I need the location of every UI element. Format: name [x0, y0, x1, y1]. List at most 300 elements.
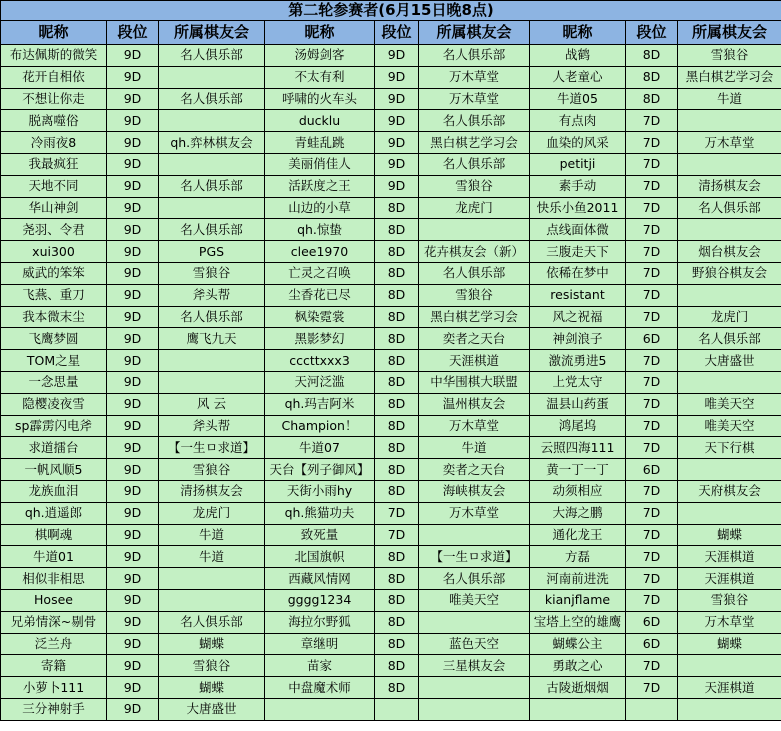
table-row [1, 633, 781, 655]
club-cell: 天涯棋道 [678, 546, 781, 568]
table-row [1, 589, 781, 611]
club-cell: 名人俱乐部 [159, 175, 265, 197]
club-cell: 海峡棋友会 [419, 480, 530, 502]
club-cell: 蝴蝶 [159, 633, 265, 655]
club-cell: 清扬棋友会 [678, 175, 781, 197]
nickname-cell: 泛兰舟 [1, 633, 107, 655]
rank-cell: 9D [375, 45, 419, 67]
club-cell: 奕者之天台 [419, 328, 530, 350]
nickname-cell: 温县山药蛋 [530, 393, 626, 415]
nickname-cell: 求道擂台 [1, 437, 107, 459]
nickname-cell: clee1970 [265, 241, 375, 263]
rank-cell: 8D [375, 328, 419, 350]
rank-cell: 8D [375, 262, 419, 284]
rank-cell: 6D [626, 328, 678, 350]
nickname-cell: gggg1234 [265, 589, 375, 611]
rank-cell: 7D [626, 153, 678, 175]
nickname-cell: 天地不同 [1, 175, 107, 197]
rank-cell: 9D [107, 633, 159, 655]
rank-cell: 7D [626, 655, 678, 677]
nickname-cell: 人老童心 [530, 66, 626, 88]
nickname-cell: 相似非相思 [1, 568, 107, 590]
club-cell: 大唐盛世 [159, 698, 265, 720]
table-row [1, 393, 781, 415]
table-row [1, 45, 781, 67]
rank-cell: 7D [626, 480, 678, 502]
nickname-cell: 冷雨夜8 [1, 132, 107, 154]
club-cell: 万木草堂 [419, 88, 530, 110]
rank-cell: 7D [375, 524, 419, 546]
table-row [1, 175, 781, 197]
rank-cell: 9D [107, 197, 159, 219]
nickname-cell: xui300 [1, 241, 107, 263]
table-row [1, 546, 781, 568]
nickname-cell: 牛道05 [530, 88, 626, 110]
table-row [1, 415, 781, 437]
table-row [1, 677, 781, 699]
nickname-cell: 花开自相依 [1, 66, 107, 88]
nickname-cell: 河南前进洗 [530, 568, 626, 590]
nickname-cell: 不太有利 [265, 66, 375, 88]
club-cell: 雪狼谷 [419, 284, 530, 306]
nickname-cell: 激流勇进5 [530, 350, 626, 372]
rank-cell: 8D [375, 655, 419, 677]
rank-cell: 8D [375, 284, 419, 306]
club-cell: 雪狼谷 [678, 589, 781, 611]
nickname-cell: qh.惊蛰 [265, 219, 375, 241]
rank-cell: 8D [626, 88, 678, 110]
rank-cell: 9D [107, 110, 159, 132]
club-cell: 龙虎门 [678, 306, 781, 328]
nickname-cell [530, 698, 626, 720]
rank-cell: 8D [375, 589, 419, 611]
club-cell: 蝴蝶 [678, 524, 781, 546]
nickname-cell: 飞鹰梦圆 [1, 328, 107, 350]
nickname-cell: 海拉尔野狐 [265, 611, 375, 633]
rank-cell: 9D [107, 306, 159, 328]
rank-cell: 6D [626, 633, 678, 655]
rank-cell [375, 698, 419, 720]
rank-cell: 7D [626, 546, 678, 568]
table-row [1, 568, 781, 590]
nickname-cell: 勇敢之心 [530, 655, 626, 677]
club-cell: 天涯棋道 [678, 677, 781, 699]
club-cell: 名人俱乐部 [678, 328, 781, 350]
nickname-cell: 西藏风情网 [265, 568, 375, 590]
club-cell: 天府棋友会 [678, 480, 781, 502]
nickname-cell: 古陵逝烟烟 [530, 677, 626, 699]
rank-cell: 7D [375, 502, 419, 524]
nickname-cell: 美丽俏佳人 [265, 153, 375, 175]
club-cell [159, 371, 265, 393]
rank-cell: 9D [375, 132, 419, 154]
club-cell: 蝴蝶 [678, 633, 781, 655]
nickname-cell: 隐樱凌夜雪 [1, 393, 107, 415]
club-cell: 天涯棋道 [678, 568, 781, 590]
rank-cell: 9D [107, 350, 159, 372]
club-cell: 唯美天空 [419, 589, 530, 611]
rank-cell: 8D [375, 350, 419, 372]
club-cell [419, 677, 530, 699]
header-rank: 段位 [626, 21, 678, 45]
club-cell: 名人俱乐部 [419, 262, 530, 284]
club-cell: 唯美天空 [678, 393, 781, 415]
rank-cell: 9D [107, 459, 159, 481]
club-cell: 雪狼谷 [678, 45, 781, 67]
rank-cell: 7D [626, 502, 678, 524]
club-cell [678, 371, 781, 393]
club-cell: 名人俱乐部 [419, 568, 530, 590]
nickname-cell: 脱离噬俗 [1, 110, 107, 132]
club-cell: 名人俱乐部 [159, 306, 265, 328]
rank-cell: 9D [375, 153, 419, 175]
club-cell: 雪狼谷 [159, 459, 265, 481]
rank-cell: 6D [626, 459, 678, 481]
nickname-cell: petitji [530, 153, 626, 175]
club-cell [678, 459, 781, 481]
rank-cell: 9D [107, 393, 159, 415]
rank-cell: 8D [375, 241, 419, 263]
club-cell: 黑白棋艺学习会 [419, 132, 530, 154]
table-row [1, 371, 781, 393]
rank-cell: 7D [626, 132, 678, 154]
club-cell: 万木草堂 [678, 132, 781, 154]
club-cell: 名人俱乐部 [159, 45, 265, 67]
nickname-cell: 黑影梦幻 [265, 328, 375, 350]
nickname-cell: 黄一丁一丁 [530, 459, 626, 481]
rank-cell [626, 698, 678, 720]
nickname-cell: 天河泛滥 [265, 371, 375, 393]
rank-cell: 9D [107, 437, 159, 459]
club-cell: 牛道 [159, 546, 265, 568]
nickname-cell: 枫染霓裳 [265, 306, 375, 328]
club-cell [678, 502, 781, 524]
nickname-cell: 天台【列子御风】 [265, 459, 375, 481]
club-cell: 唯美天空 [678, 415, 781, 437]
club-cell: 烟台棋友会 [678, 241, 781, 263]
club-cell: 万木草堂 [678, 611, 781, 633]
nickname-cell: 兄弟情深~剔骨 [1, 611, 107, 633]
table-row [1, 88, 781, 110]
rank-cell: 9D [107, 45, 159, 67]
nickname-cell: 布达佩斯的微笑 [1, 45, 107, 67]
club-cell: 清扬棋友会 [159, 480, 265, 502]
rank-cell: 9D [107, 132, 159, 154]
nickname-cell: 尘香花已尽 [265, 284, 375, 306]
club-cell [419, 219, 530, 241]
rank-cell: 9D [107, 480, 159, 502]
nickname-cell: 牛道07 [265, 437, 375, 459]
club-cell [159, 197, 265, 219]
table-row [1, 502, 781, 524]
nickname-cell: 方磊 [530, 546, 626, 568]
nickname-cell: 动须相应 [530, 480, 626, 502]
club-cell: 万木草堂 [419, 415, 530, 437]
nickname-cell: 天街小雨hy [265, 480, 375, 502]
rank-cell: 7D [626, 284, 678, 306]
rank-cell: 8D [375, 480, 419, 502]
club-cell: 牛道 [159, 524, 265, 546]
club-cell [419, 611, 530, 633]
rank-cell: 9D [107, 655, 159, 677]
rank-cell: 7D [626, 677, 678, 699]
table-row [1, 437, 781, 459]
rank-cell: 7D [626, 110, 678, 132]
nickname-cell: cccttxxx3 [265, 350, 375, 372]
rank-cell: 8D [375, 306, 419, 328]
club-cell: 三星棋友会 [419, 655, 530, 677]
header-club: 所属棋友会 [678, 21, 781, 45]
nickname-cell: 宝塔上空的雄鹰 [530, 611, 626, 633]
club-cell: 野狼谷棋友会 [678, 262, 781, 284]
nickname-cell: qh.逍遥郎 [1, 502, 107, 524]
rank-cell: 9D [107, 568, 159, 590]
nickname-cell: 尧羽、令君 [1, 219, 107, 241]
header-nickname: 昵称 [265, 21, 375, 45]
header-club: 所属棋友会 [159, 21, 265, 45]
nickname-cell: 威武的笨笨 [1, 262, 107, 284]
rank-cell: 9D [375, 66, 419, 88]
club-cell: 蓝色天空 [419, 633, 530, 655]
table-title: 第二轮参赛者(6月15日晚8点) [1, 1, 781, 21]
nickname-cell: 不想让你走 [1, 88, 107, 110]
nickname-cell: 三腹走天下 [530, 241, 626, 263]
rank-cell: 8D [375, 459, 419, 481]
club-cell [419, 524, 530, 546]
club-cell: 黑白棋艺学习会 [678, 66, 781, 88]
club-cell [159, 568, 265, 590]
rank-cell: 9D [107, 371, 159, 393]
rank-cell: 8D [375, 568, 419, 590]
table-row [1, 132, 781, 154]
club-cell [159, 589, 265, 611]
rank-cell: 7D [626, 371, 678, 393]
nickname-cell: ducklu [265, 110, 375, 132]
club-cell: 斧头帮 [159, 415, 265, 437]
rank-cell: 7D [626, 219, 678, 241]
rank-cell: 8D [375, 219, 419, 241]
rank-cell: 9D [107, 611, 159, 633]
club-cell: 名人俱乐部 [159, 88, 265, 110]
nickname-cell: 棋啊魂 [1, 524, 107, 546]
table-row [1, 480, 781, 502]
club-cell [678, 655, 781, 677]
table-row [1, 655, 781, 677]
club-cell [678, 153, 781, 175]
rank-cell: 8D [375, 633, 419, 655]
club-cell: 风 云 [159, 393, 265, 415]
club-cell: 牛道 [678, 88, 781, 110]
rank-cell: 8D [626, 66, 678, 88]
club-cell: 雪狼谷 [419, 175, 530, 197]
rank-cell: 9D [107, 698, 159, 720]
nickname-cell [265, 698, 375, 720]
nickname-cell: 苗家 [265, 655, 375, 677]
nickname-cell: TOM之星 [1, 350, 107, 372]
nickname-cell: 血染的风采 [530, 132, 626, 154]
table-row [1, 153, 781, 175]
rank-cell: 6D [626, 611, 678, 633]
rank-cell: 7D [626, 568, 678, 590]
rank-cell: 9D [107, 677, 159, 699]
table-row [1, 350, 781, 372]
rank-cell: 9D [107, 262, 159, 284]
nickname-cell: 素手动 [530, 175, 626, 197]
rank-cell: 9D [107, 546, 159, 568]
nickname-cell: 汤姆剑客 [265, 45, 375, 67]
table-row [1, 197, 781, 219]
header-nickname: 昵称 [530, 21, 626, 45]
header-rank: 段位 [375, 21, 419, 45]
rank-cell: 8D [375, 371, 419, 393]
club-cell [159, 66, 265, 88]
nickname-cell: 快乐小鱼2011 [530, 197, 626, 219]
header-row [1, 21, 781, 45]
club-cell: 花卉棋友会（新） [419, 241, 530, 263]
club-cell: 名人俱乐部 [419, 110, 530, 132]
rank-cell: 9D [107, 241, 159, 263]
nickname-cell: 龙族血泪 [1, 480, 107, 502]
club-cell: 天涯棋道 [419, 350, 530, 372]
club-cell [678, 284, 781, 306]
rank-cell: 9D [375, 110, 419, 132]
rank-cell: 8D [375, 437, 419, 459]
nickname-cell: 一帆风顺5 [1, 459, 107, 481]
table-row [1, 66, 781, 88]
table-row [1, 219, 781, 241]
club-cell: 名人俱乐部 [419, 153, 530, 175]
table-row [1, 306, 781, 328]
rank-cell: 9D [107, 589, 159, 611]
rank-cell: 8D [375, 546, 419, 568]
nickname-cell: 北国旗帜 [265, 546, 375, 568]
rank-cell: 8D [375, 415, 419, 437]
nickname-cell: qh.熊猫功夫 [265, 502, 375, 524]
nickname-cell: sp霹雳闪电斧 [1, 415, 107, 437]
club-cell: 奕者之天台 [419, 459, 530, 481]
club-cell: 天下行棋 [678, 437, 781, 459]
club-cell [678, 110, 781, 132]
rank-cell: 8D [375, 677, 419, 699]
rank-cell: 7D [626, 197, 678, 219]
nickname-cell: 三分神射手 [1, 698, 107, 720]
table-row [1, 328, 781, 350]
header-club: 所属棋友会 [419, 21, 530, 45]
club-cell: 万木草堂 [419, 66, 530, 88]
club-cell [159, 110, 265, 132]
rank-cell: 9D [107, 175, 159, 197]
club-cell: 名人俱乐部 [678, 197, 781, 219]
club-cell: 名人俱乐部 [159, 219, 265, 241]
nickname-cell: Champion！ [265, 415, 375, 437]
rank-cell: 7D [626, 350, 678, 372]
table-row [1, 110, 781, 132]
table-row [1, 524, 781, 546]
rank-cell: 9D [107, 524, 159, 546]
nickname-cell: 我最疯狂 [1, 153, 107, 175]
club-cell: 名人俱乐部 [419, 45, 530, 67]
club-cell: 龙虎门 [419, 197, 530, 219]
nickname-cell: qh.玛吉阿米 [265, 393, 375, 415]
nickname-cell: 飞燕、重刀 [1, 284, 107, 306]
nickname-cell: 点线面体微 [530, 219, 626, 241]
club-cell: 鹰飞九天 [159, 328, 265, 350]
rank-cell: 9D [375, 175, 419, 197]
rank-cell: 7D [626, 437, 678, 459]
nickname-cell: 青蛙乱跳 [265, 132, 375, 154]
table-row [1, 241, 781, 263]
nickname-cell: kianjflame [530, 589, 626, 611]
nickname-cell: 大海之鹏 [530, 502, 626, 524]
nickname-cell: resistant [530, 284, 626, 306]
rank-cell: 8D [626, 45, 678, 67]
rank-cell: 9D [107, 66, 159, 88]
rank-cell: 9D [107, 153, 159, 175]
nickname-cell: 风之祝福 [530, 306, 626, 328]
rank-cell: 9D [107, 415, 159, 437]
nickname-cell: 神剑浪子 [530, 328, 626, 350]
nickname-cell: 寄籍 [1, 655, 107, 677]
club-cell [419, 698, 530, 720]
rank-cell: 9D [375, 88, 419, 110]
rank-cell: 7D [626, 415, 678, 437]
club-cell [159, 350, 265, 372]
club-cell: 蝴蝶 [159, 677, 265, 699]
club-cell: 龙虎门 [159, 502, 265, 524]
nickname-cell: 活跃度之王 [265, 175, 375, 197]
club-cell: 牛道 [419, 437, 530, 459]
nickname-cell: 章继明 [265, 633, 375, 655]
rank-cell: 9D [107, 502, 159, 524]
nickname-cell: 鸿尾坞 [530, 415, 626, 437]
club-cell: 万木草堂 [419, 502, 530, 524]
rank-cell: 8D [375, 393, 419, 415]
nickname-cell: 华山神剑 [1, 197, 107, 219]
club-cell: PGS [159, 241, 265, 263]
rank-cell: 7D [626, 262, 678, 284]
rank-cell: 7D [626, 175, 678, 197]
club-cell: 名人俱乐部 [159, 611, 265, 633]
club-cell: 斧头帮 [159, 284, 265, 306]
club-cell: 雪狼谷 [159, 655, 265, 677]
nickname-cell: 山边的小草 [265, 197, 375, 219]
header-rank: 段位 [107, 21, 159, 45]
nickname-cell: 战鹤 [530, 45, 626, 67]
nickname-cell: 云照四海111 [530, 437, 626, 459]
nickname-cell: 我本微末尘 [1, 306, 107, 328]
table-row [1, 262, 781, 284]
rank-cell: 9D [107, 219, 159, 241]
club-cell: 温州棋友会 [419, 393, 530, 415]
club-cell: 中华围棋大联盟 [419, 371, 530, 393]
club-cell: 【一生ㅁ求道】 [159, 437, 265, 459]
club-cell [678, 219, 781, 241]
nickname-cell: 中盘魔术师 [265, 677, 375, 699]
rank-cell: 7D [626, 393, 678, 415]
rank-cell: 8D [375, 611, 419, 633]
club-cell: 雪狼谷 [159, 262, 265, 284]
rank-cell: 9D [107, 284, 159, 306]
club-cell: 大唐盛世 [678, 350, 781, 372]
nickname-cell: 牛道01 [1, 546, 107, 568]
club-cell: qh.弈林棋友会 [159, 132, 265, 154]
nickname-cell: 蝴蝶公主 [530, 633, 626, 655]
club-cell: 【一生ㅁ求道】 [419, 546, 530, 568]
nickname-cell: 上党太守 [530, 371, 626, 393]
table-body [1, 45, 781, 721]
table-row [1, 459, 781, 481]
table-row [1, 284, 781, 306]
